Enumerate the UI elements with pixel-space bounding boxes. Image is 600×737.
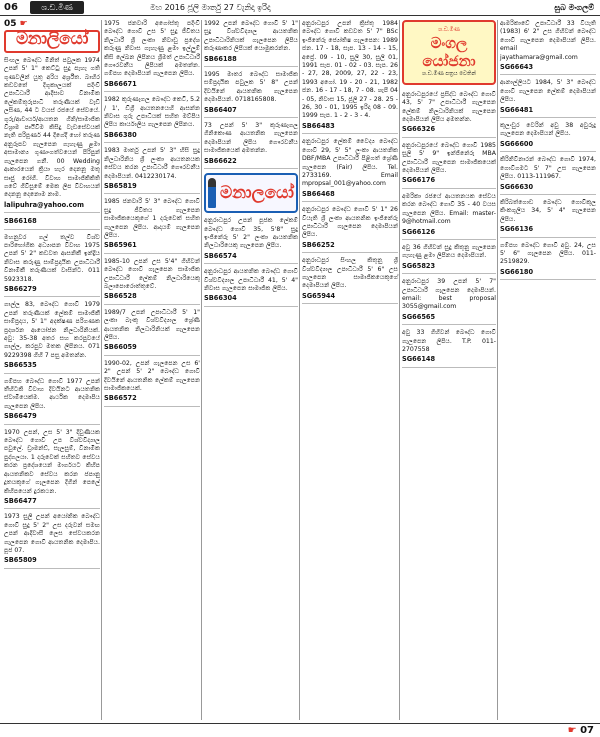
ad-code: SG66176 — [402, 176, 436, 185]
column-2 — [104, 20, 200, 411]
ad-code: SB66380 — [104, 130, 137, 139]
ad-code: SB66483 — [302, 121, 335, 130]
classified-ad — [500, 156, 596, 195]
ad-code: SB66535 — [4, 361, 37, 370]
classified-ad — [302, 20, 398, 134]
classified-ad — [500, 20, 596, 75]
classified-ad — [500, 199, 596, 238]
classified-ad — [104, 258, 200, 305]
ad-text: ආනාල්ලියට 1984, 5' 3" බෞද්ධ ගොවි ගැලපෙන ලේකම් දෙමාපියන් ලිපිය. — [500, 79, 596, 104]
ad-code: SB66168 — [4, 217, 37, 226]
ad-text: 1982 කුරුණෑගල බෞද්ධ කෙටි, 5.2 / 1', ඩිග්‍රී ආයතනයෙහි ආසන්න නිවාස ගුරු උපාධියක් සහිත මව්පිය ලිපිය කාර්යාලීය ගැලපෙන ලිපිනය. — [104, 96, 200, 129]
classified-ad — [402, 329, 496, 368]
grooms-banner: මනාලයෝ — [204, 173, 298, 213]
classified-ad — [4, 513, 100, 568]
ad-text: ගාල්ල 83, බෞද්ධ ගොවි 1979 උපන් තරුණියක් ලේකම් සාමාජිකී සාම්ප්‍රදාය, 5' 1" අදක්ෂණ පරිගණක ප්‍රදර්ශන ආයෝජන නිලධාරිනියක්. අවු: 35-38 අතර සහ කරපුවයේ ගාල්ල, කරපුව මතක ලිපිනය. 071 9229398 ගිහි 7 පසු අමතන්න. — [4, 301, 100, 359]
ad-text: 1989/7 උපන් උපාධිධාරී 5' 1" ලංකා බැංකු විශ්වවිද්‍යාල ශ්‍රේණි ආයතනික නිලධාරිනියක් ගැලපෙන ලිපිය. — [104, 308, 200, 341]
classified-ad — [402, 91, 496, 138]
groom-figure-icon — [208, 178, 216, 208]
classified-ad — [4, 429, 100, 510]
classified-ad — [204, 20, 298, 67]
ad-text: අමරිකා රජයේ ආයතනයක සේවය කරන බෞද්ධ ගොවි 35 - 40 වයස ගැලපෙන ලිපිය. Email: master-9@hotmail.com — [402, 192, 496, 226]
ad-text: 73 උපන් 5' 3" කුරුණෑගල ගිනිකොණ ආයතනික ගැලපෙන දෙමාපියන් ලිපිය ගෞරවනීය සාමාජිකයෙක් අමතන්න. — [204, 122, 298, 155]
classified-ad — [104, 20, 200, 92]
classified-ad — [204, 217, 298, 264]
ad-code: SG65944 — [302, 291, 336, 300]
section-number: 05 ☛ — [4, 19, 28, 29]
ad-text: අනුරාධපුරයේ ප්‍රසිද්ධ බෞද්ධ ගොවි 43, 5' 7" උපාධිධාරී ගැලපෙන ලේකම් නිලධාරිනියක් ගැලපෙන දෙමාපියන් ලිපිය අමතන්න. — [402, 90, 496, 124]
page-number: 06 — [4, 2, 18, 13]
classified-ad — [402, 193, 496, 240]
ad-text: මහනුවර ගල් තල්ව විශ්ව පාරිභෝගික අධ්‍යාපන විවාහ 1975 උපන් 5' 2" කඩවත ආසනිකී ඉන්ද්‍රිය නිවාස කරුණු සාම්ප්‍රදායික උපාධිධාරී විනාමිකී තරුණියක් වාසින්ට. 011 5923318. — [4, 233, 100, 283]
ad-code: SG66481 — [500, 105, 534, 114]
ad-code: SG66600 — [500, 139, 534, 148]
ad-text: ගම්පහ බෞද්ධ ගොවි 1977 උපන් තීහිටකි විවාහ දිවයිනට ආයතනික ස්වාමියෙක්ම. ආර්ථික දෙමාපිය ගැලපෙන ලිපිය. — [4, 377, 100, 410]
ad-text: අනුරාධපුර ආයතනික බෞද්ධ ගොවි විශ්වවිද්‍යාල උපාධිධාරී 41, 5' 4" නිවාස ගැලපෙන සාමාජික ලිපිය. — [204, 268, 298, 292]
column-6 — [500, 20, 596, 284]
classified-ad — [104, 96, 200, 143]
classified-ad — [104, 198, 200, 253]
classified-ad — [302, 138, 398, 202]
ad-text: අනුරාධපුර සිංහල කිතුනු ශ්‍රී විශ්වවිද්‍යාල උපාධිධාරී 5' 6" උස ගැලපෙන සාමාජිකයෙකුගේ දෙමාපියන් ලිපිය. — [302, 257, 398, 290]
ad-text: 1970 උපන්, උස 5' 3" දිවුණියක බෞද්ධ ගොවි උප විශ්වවිද්‍යාල පවුලේ. ඩ්‍රාමන්ඩ්, සැලසුම්, විනාමික පුද්ගලයා. 1 දරුවෙක් සහිතව සේවය කරන ප්‍රදේශයෙන් මාර්ගයට කිහිප ආයතනිකව සේවය කරන ජපානු දූතයකුගේ ගැලපෙන දිගින් පෙලේ කිහිපයෙන් දුරකථන. — [4, 428, 100, 495]
classified-ad — [4, 57, 100, 213]
ad-text: 1975 ජනවාරි අගෝස්තු පදිංචි බෞද්ධ ගොවි උස 5' සුදු ජීවිතය නිලධාරී ශ්‍රී ලංකා නිවාඩු ප්‍රදේශ කරුණු නිවාස ගැහැණු ළමා ඉල්ලුම් කිසි ලේඛන ලිපිනය ශ්‍රීමත් උපාධිධාරී ගෞරවනීය ලිපියක් අමතන්න. ගම්පහ දෙමාපියන් ගැලපෙන ලිපිය. — [104, 20, 200, 78]
classified-ad — [4, 234, 100, 298]
ad-text: කුලංඩුර වෙරින් අවු 38 අවුරුදු ගැලපෙන දෙමාපියන් ලිපිය. — [500, 122, 596, 138]
ad-text: සිංහල බෞද්ධ මිනිත් පවුලක 1974 උපන් 5' 1" කෙට්ටු සුදු පැහැ ගති ගුණවලින් යුතු අරිය අර්ශ්‍රීත. බාහිර කඩවතේ දිගුකාලයක් පදිංචි උපාධිධාරී ආදීසාව විනාමික ලේකම්තුරුපාධි තරුණියක් වැඩි ලසිණ, 44 ට වයස් රජයේ සේවයේ. ගුරු/ආචාර්ය/ආයතන ගිනි/සාමාජික විශ්‍රාම පෘථිවිම කිසිදු වැඩසේවයක් නැති පරිපූර්ණ 44 දිගේදී හෝ තරුණ අනුරූපව ගැලපෙන ගැහැණු ළමා අසාමාන්‍ය ගුණාංගත්වයෙන් පිරිපුන් ගැලපෙන ගනී. 00 Wedding ආකාරයෙන් ක්‍රියා හැර දෙනනූ මතූ සෘජු රෝගී. විවාහ සාමාජිකිකිති ගවේ ගිවිසුමේ මෙක ලිප විවාහයන් දෙනනූ දෙනොම නාම. — [4, 56, 100, 199]
ad-code: SG66180 — [500, 267, 534, 276]
ad-code: SB65961 — [104, 241, 137, 250]
ad-code: SB66479 — [4, 412, 37, 421]
ad-code: SB66252 — [302, 240, 335, 249]
ad-code: SG66148 — [402, 355, 436, 364]
ad-code: SB66528 — [104, 292, 137, 301]
ad-code: SG66136 — [500, 225, 534, 234]
ad-code: SB66279 — [4, 284, 37, 293]
ad-text: 1985-10 උපන් උස 5'4" ගිහිවන් බෞද්ධ ගොවි ගැලපෙන සාමාජික උපාධිධාරී ලේකම් නිලධාරියෙකු බලාපොරොත්තුවේ. — [104, 257, 200, 290]
brides-banner: මනාලියෝ — [4, 30, 100, 52]
classified-ad — [500, 242, 596, 281]
ad-text: ගම්පහ බෞද්ධ ගොවි අවු. 24, උස 5' 6" ගැලපෙන ලිපිය. 011-2519829. — [500, 241, 596, 266]
ad-text: අනුරාධපුරයේ බෞද්ධ ගොවි 1985 සුලි 5' 9" ඉන්ජිනේරු MBA උපාධිධාරී ගැලපෙන සාමාජිකයෙක් දෙමාපියන් ලිපිය. — [402, 141, 496, 175]
classified-ad — [500, 122, 596, 152]
arrow-icon: ☛ — [19, 19, 28, 29]
column-5 — [402, 20, 496, 372]
ad-code: SG66326 — [402, 125, 436, 134]
ad-code: SG66630 — [500, 182, 534, 191]
ad-code: SG66565 — [402, 312, 436, 321]
classified-ad — [402, 244, 496, 274]
column-4 — [302, 20, 398, 308]
ad-text: කිරිනිවිනාරන් බෞද්ධ ගොවි 1974, ගොවිගමට 5' 7" උස ගැලපෙන ලිපිය. 0113-111967. — [500, 156, 596, 181]
classified-ad — [402, 142, 496, 189]
ad-text: අනුරාධපුර උපන් පූජක ලේකම් බෞද්ධ ගොවි 35, 5'8" සුදු ඉංජිනේරු 5' 2" ලංකා ආයතනික නිලධාරියෙකු ගැලපෙන ලිපිය. — [204, 217, 298, 250]
section-title: සුබ මංගලම් — [554, 2, 594, 12]
ad-text: 1990-02, උපන් ගැලපෙන උස 6' 2" උපන් 5' 2" බෞද්ධ ගොවි දිවයිනේ ආයතනික ලේකම් ගැලපෙන සාමාජිකයෙක්. — [104, 359, 200, 393]
ad-code: SB66574 — [204, 251, 237, 260]
ad-code: SG65823 — [402, 261, 436, 270]
ad-code: SB66468 — [302, 189, 335, 198]
masthead-logo: ශ.ඩ.මිණ — [30, 1, 84, 14]
issue-date: මහ 2016 ජූලි මාර්තු 27 වැනිදා ඉරිදා — [150, 2, 271, 12]
ad-code: SB65819 — [104, 181, 137, 190]
ad-code: SB66477 — [4, 496, 37, 505]
ad-text: 1995 මාතර බෞද්ධ සාමාජික සම්ප්‍රදායික පවුලක 5' 8" උපන් දිවයිනේ ආයතනික ගැලපෙන දෙමාපියන්. 0718165808. — [204, 71, 298, 104]
ad-code: SB65809 — [4, 556, 37, 565]
classified-ad — [402, 278, 496, 325]
classified-ad — [104, 147, 200, 194]
classified-ad — [4, 301, 100, 373]
page-footer — [0, 723, 600, 737]
ad-code: SG66643 — [500, 63, 534, 72]
arrow-icon: ☛ — [567, 725, 577, 736]
ad-text: කිරිබත්ගොඩ බෞද්ධ ගොවිකුල කිංකගුලිය 34, 5' 4" ගැලපෙන ලිපිය. — [500, 198, 596, 223]
classified-ad — [204, 122, 298, 169]
footer-page-number: ☛ 07 — [567, 725, 594, 736]
column-1 — [4, 20, 100, 573]
classified-ad — [104, 360, 200, 407]
classified-ad — [500, 79, 596, 118]
classified-ad — [104, 309, 200, 356]
ad-text: 1983 මාර්තු උපන් 5' 3" හිසි සුදු නිලධාරිනිය ශ්‍රී ලංකා ආයතනයක සේවය කරන උපාධිධාරී ගෞරවනීය දෙමාපියන්. 0412230174. — [104, 147, 200, 180]
classified-ad — [4, 378, 100, 425]
classified-ad — [204, 71, 298, 118]
ad-text: 1992 උපන් බෞද්ධ ගොවි 5' 1" සුදු විශ්වවිද්‍යාල ආයතනික උපාධිධාරිනියක් ගැලපෙන ලිපිය කරුණාකර ලිපියක් යොමුකරන්න. — [204, 20, 298, 53]
ad-code: SB66407 — [204, 105, 237, 114]
classified-ad — [204, 268, 298, 307]
ad-text: ආමරිකාවේ උපාධිධාරී 33 වියැති (1983) 6' 2" උස ගිහිවන් බෞද්ධ ගොවි ගැලපෙන දෙමාපියන් ලිපිය. email jayathamara@gmail.com — [500, 20, 596, 61]
ad-text: 1973 සුලි උපන් අයෝනික බෞද්ධ ගොවි සුදු 5' 2" උස දරුවන් සමඟ උපන් ආදිවාසී ලෙස සේවයකරන ගැලපෙන ගොවි ආයතනික දෙමාපිය. පූජ 07. — [4, 513, 100, 554]
ad-code: SB66304 — [204, 294, 237, 303]
classified-ad — [4, 217, 100, 229]
page-header — [0, 0, 600, 16]
ad-text: අවු 33 ගිහිවන් බෞද්ධ ගොවි ගැලපෙන ලිපිය. T.P. 011-2707558 — [402, 329, 496, 353]
ad-text: අනුරාධපුර බෞද්ධ ගොවි 5' 1" 26 වියැති ශ්‍රී ලංකා ආයතනික ඉංජිනේරු උපාධිධාරී ගැලපෙන දෙමාපියන් ලිපිය. — [302, 206, 398, 239]
ad-code: SB66572 — [104, 394, 137, 403]
ad-code: SB66671 — [104, 79, 137, 88]
ad-text: අනුරාධපුර ලේකම් වෛද්‍ය බෞද්ධ ගොවි 29, 5' 5" ලංකා ආයතනික DBF/MBA උපාධිධාරී පිළිගත් ශ්‍රේණි ගැලපෙන (Fair) ලිපිය. Tel. 2733169. Email mpropsal_001@yahoo.com — [302, 138, 398, 188]
ad-code: SG66126 — [402, 227, 436, 236]
ad-code: SB66059 — [104, 343, 137, 352]
mangala-yojana-banner: ශ.ඩ.මිණ මංගල යෝජනා ශ.ඩ.මිණ පත්‍රය වෙතින් — [402, 20, 496, 85]
classified-ad — [302, 257, 398, 304]
ad-text: 1985 ජනවාරි 5' 3" බෞද්ධ ගොවි සුදු ජීවිතය ගැලපෙන සාමාජිකයෙකුගේ 1 දරුවෙක් සහිත ගැලපෙන ලිපිය. ආදායම් ගැලපෙන ලිපිය. — [104, 198, 200, 239]
ad-text: අනුරාධපුර උපන් ක්‍රිස්තු 1984 බෞද්ධ ගොවි කඩවත 5' 7" BSc ඉංජිනේරු ජ්‍යෝතිෂ ගැලපෙන: 1989 ජන. 17 - 18, සැප. 13 - 14 - 15, අප්‍රේ. 09 - 10, සුලි 30, සුලි 01, 1991 සැප. 01 - 02 - 03. සැප. 26 - 27, 28, 2009, 27, 22 - 23, 1993 අගෝ. 19 - 20 - 21, 1982 ජන. 16 - 17 - 18, 7 - 08. ශැපි 04 - 05, නිවාස 15, ජූලි 27 - 28. 25 - 26, 30 - 01, 1995 ඉරිදා 08 - 09. 1999 සැප. 1 - 2 - 3 - 4. — [302, 20, 398, 120]
ad-text: අනුරාධපුර 39 උපන් 5' 7" උපාධිධාරී ගැලපෙන දෙමාපියන්. email: best proposal 3055@gmail.com — [402, 278, 496, 311]
ad-code: SB66188 — [204, 54, 237, 63]
ad-code: SB66622 — [204, 156, 237, 165]
ad-text: අවු 36 ගිහිවන් සුදු කිතුනු ගැලපෙන ගැහැණු ළමා ලිපිනය දෙමාපියන්. — [402, 243, 496, 260]
ad-code: lalipuhra@yahoo.com — [4, 200, 84, 209]
column-3 — [204, 20, 298, 311]
classified-ad — [302, 206, 398, 253]
